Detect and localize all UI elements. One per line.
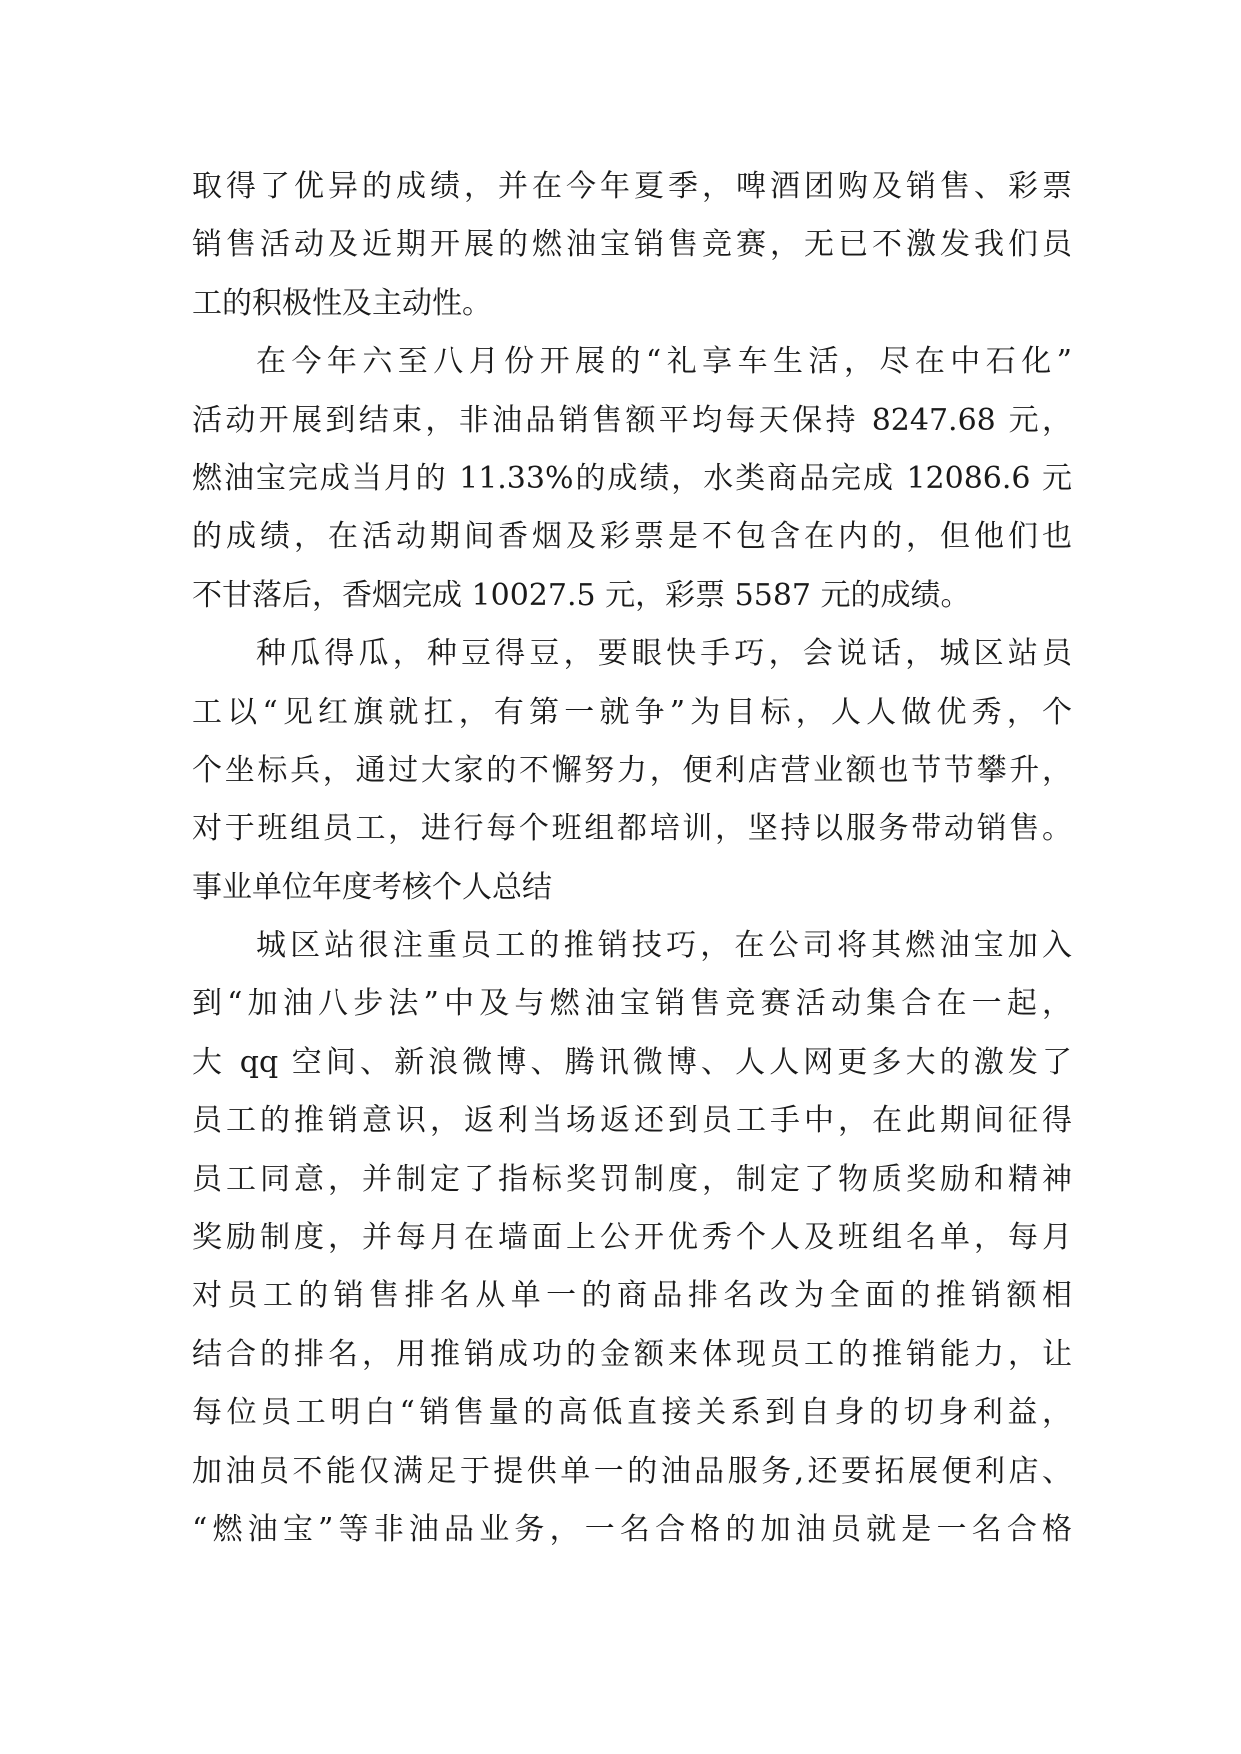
text-line: “燃油宝”等非油品业务，一名合格的加油员就是一名合格: [192, 1511, 1072, 1547]
text-line: 对于班组员工，进行每个班组都培训，坚持以服务带动销售。: [192, 811, 1072, 847]
text-line: 城区站很注重员工的推销技巧，在公司将其燃油宝加入: [256, 928, 1072, 964]
text-line: 员工同意，并制定了指标奖罚制度，制定了物质奖励和精神: [192, 1161, 1072, 1197]
text-line: 不甘落后，香烟完成 10027.5 元，彩票 5587 元的成绩。: [192, 577, 971, 613]
text-line: 对员工的销售排名从单一的商品排名改为全面的推销额相: [192, 1278, 1072, 1314]
text-line: 工的积极性及主动性。: [192, 285, 492, 321]
text-line: 活动开展到结束，非油品销售额平均每天保持 8247.68 元，: [192, 402, 1072, 438]
text-line: 加油员不能仅满足于提供单一的油品服务,还要拓展便利店、: [192, 1453, 1072, 1489]
text-line: 燃油宝完成当月的 11.33%的成绩，水类商品完成 12086.6 元: [192, 460, 1072, 496]
text-line: 种瓜得瓜，种豆得豆，要眼快手巧，会说话，城区站员: [256, 636, 1072, 672]
text-line: 结合的排名，用推销成功的金额来体现员工的推销能力，让: [192, 1336, 1072, 1372]
text-line: 大 qq 空间、新浪微博、腾讯微博、人人网更多大的激发了: [192, 1044, 1072, 1080]
text-line: 员工的推销意识，返利当场返还到员工手中，在此期间征得: [192, 1103, 1072, 1139]
text-line: 销售活动及近期开展的燃油宝销售竞赛，无已不激发我们员: [192, 227, 1072, 263]
text-line: 取得了优异的成绩，并在今年夏季，啤酒团购及销售、彩票: [192, 169, 1072, 204]
text-line: 每位员工明白“销售量的高低直接关系到自身的切身利益，: [192, 1395, 1072, 1431]
text-line: 个坐标兵，通过大家的不懈努力，便利店营业额也节节攀升，: [192, 752, 1072, 788]
text-line: 到“加油八步法”中及与燃油宝销售竞赛活动集合在一起，: [192, 986, 1072, 1022]
text-line: 在今年六至八月份开展的“礼享车生活，尽在中石化”: [256, 344, 1072, 380]
text-line: 工以“见红旗就扛，有第一就争”为目标，人人做优秀，个: [192, 694, 1072, 730]
section-title: 事业单位年度考核个人总结: [192, 869, 552, 905]
document-body: [192, 158, 1072, 1559]
text-line: 奖励制度，并每月在墙面上公开优秀个人及班组名单，每月: [192, 1220, 1072, 1256]
text-line: 的成绩，在活动期间香烟及彩票是不包含在内的，但他们也: [192, 519, 1072, 555]
